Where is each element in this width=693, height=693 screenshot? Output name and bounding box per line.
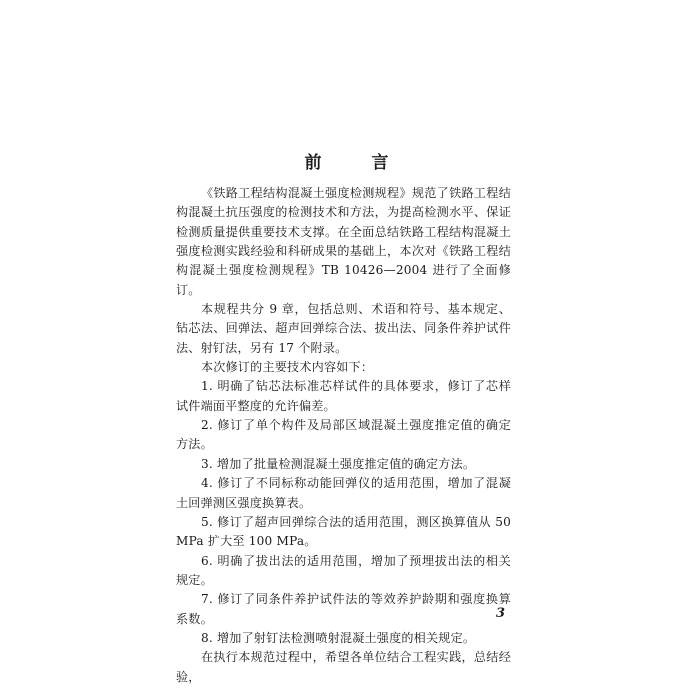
paragraph-item-3: 3. 增加了批量检测混凝土强度推定值的确定方法。 (201, 456, 476, 471)
paragraph-item-2: 2. 修订了单个构件及局部区域混凝土强度推定值的确定方法。 (176, 418, 511, 452)
paragraph-intro: 《铁路工程结构混凝土强度检测规程》规范了铁路工程结构混凝土抗压强度的检测技术和方法，为提高检测水平、保证检测质量提供重要技术支撑。在全面总结铁路工程结构混凝土强度检测实践经验和科研成果的基础上，本次对《铁路工程结构混凝土强度检测规程》TB 10426—2004 进行了全面修订。 (176, 186, 511, 297)
paragraph-item-6: 6. 明确了拔出法的适用范围，增加了预埋拔出法的相关规定。 (176, 553, 511, 587)
paragraph-revision-intro: 本次修订的主要技术内容如下： (201, 360, 374, 375)
paragraph-item-5: 5. 修订了超声回弹综合法的适用范围，测区换算值从 50 MPa 扩大至 100 MPa。 (176, 514, 511, 549)
paragraph-item-7: 7. 修订了同条件养护试件法的等效养护龄期和强度换算系数。 (176, 592, 511, 626)
paragraph-item-8: 8. 增加了射钉法检测喷射混凝土强度的相关规定。 (201, 630, 476, 645)
page-number: 3 (496, 606, 506, 621)
paragraph-item-1: 1. 明确了钻芯法标准芯样试件的具体要求，修订了芯样试件端面平整度的允许偏差。 (176, 379, 511, 413)
body-text (176, 184, 511, 687)
paragraph-item-4: 4. 修订了不同标称动能回弹仪的适用范围，增加了混凝土回弹测区强度换算表。 (176, 476, 511, 510)
paragraph-closing: 在执行本规范过程中，希望各单位结合工程实践，总结经验， (176, 650, 511, 684)
page-heading: 前 言 (304, 153, 411, 173)
paragraph-chapters: 本规程共分 9 章，包括总则、术语和符号、基本规定、钻芯法、回弹法、超声回弹综合法、拔出法、同条件养护试件法、射钉法，另有 17 个附录。 (176, 302, 511, 355)
